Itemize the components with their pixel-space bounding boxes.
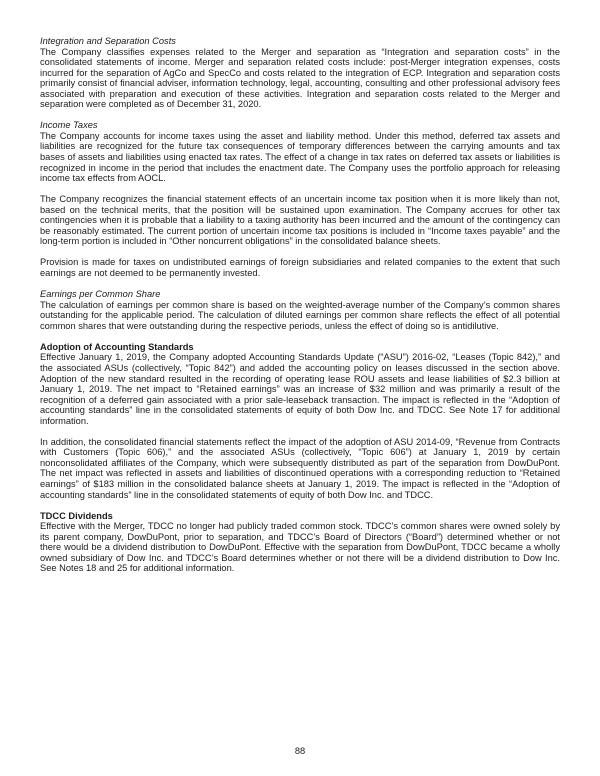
page-number: 88 — [294, 746, 306, 757]
section-heading-integration-and-separation-costs: Integration and Separation Costs — [40, 36, 176, 46]
section-heading-income-taxes: Income Taxes — [40, 120, 98, 131]
section-heading-earnings-per-common-share: Earnings per Common Share — [40, 289, 161, 300]
paragraph: Effective with the Merger, TDCC no longer had publicly traded common stock. TDCC’s common shares were owned solely by its parent company, DowDuPont, prior to separation, and TDCC’s Board of Directors (“Board”) determined whether or not there would be a dividend distribution to DowDuPont. Effective with the separation from DowDuPont, TDCC became a wholly owned subsidiary of Dow Inc. and TDCC’s Board determines whether or not there will be a dividend distribution to Dow Inc. See Notes 18 and 25 for additional information. — [40, 521, 560, 574]
paragraph: The calculation of earnings per common share is based on the weighted-average number of the Company’s common shares outstanding for the applicable period. The calculation of diluted earnings per common share reflects the effect of all potential common shares that were outstanding during the respective periods, unless the effect of doing so is antidilutive. — [40, 299, 560, 331]
section-integration-and-separation-costs — [40, 36, 560, 110]
section-tdcc-dividends — [40, 511, 560, 574]
paragraph: The Company accounts for income taxes using the asset and liability method. Under this method, deferred tax assets and liabilities are recognized for the future tax consequences of temporary differences between the carrying amounts and tax bases of assets and liabilities using enacted tax rates. The effect of a change in tax rates on deferred tax assets or liabilities is recognized in income in the period that includes the enactment date. The Company uses the portfolio approach for releasing income tax effects from AOCL. — [40, 130, 560, 184]
paragraph: The Company recognizes the financial statement effects of an uncertain income tax position when it is more likely than not, based on the technical merits, that the position will be sustained upon examination. The Company accrues for other tax contingencies when it is probable that a liability to a taxing authority has been incurred and the amount of the contingency can be reasonably estimated. The current portion of uncertain income tax positions is included in “Income taxes payable” and the long-term portion is included in “Other noncurrent obligations” in the consolidated balance sheets. — [40, 194, 560, 247]
section-heading-tdcc-dividends: TDCC Dividends — [40, 510, 113, 521]
section-adoption-of-accounting-standards — [40, 342, 560, 500]
paragraph: The Company classifies expenses related to the Merger and separation as “Integration and separation costs” in the consolidated statements of income. Merger and separation related costs include: post-Merger integration expenses, costs incurred for the separation of AgCo and SpecCo and costs related to the integration of ECP. Integration and separation costs primarily consist of financial adviser, information technology, legal, accounting, consulting and other professional advisory fees associated with preparation and execution of these activities. Integration and separation costs related to the Merger and separation were completed as of December 31, 2020. — [40, 46, 560, 110]
paragraph: Effective January 1, 2019, the Company adopted Accounting Standards Update (“ASU”) 2016-02, “Leases (Topic 842),” and the associated ASUs (collectively, “Topic 842”) and added the accounting policy on leases discussed in the section above. Adoption of the new standard resulted in the recording of operating lease ROU assets and lease liabilities of $2.3 billion at January 1, 2019. The net impact to “Retained earnings” was an increase of $32 million and was primarily a result of the recognition of a deferred gain associated with a prior sale-leaseback transaction. The impact is reflected in the “Adoption of accounting standards” line in the consolidated statements of equity of both Dow Inc. and TDCC. See Note 17 for additional information. — [40, 352, 560, 426]
paragraph: Provision is made for taxes on undistributed earnings of foreign subsidiaries and related companies to the extent that such earnings are not deemed to be permanently invested. — [40, 257, 560, 279]
section-income-taxes — [40, 120, 560, 278]
section-heading-adoption-of-accounting-standards: Adoption of Accounting Standards — [40, 341, 194, 352]
section-earnings-per-common-share — [40, 289, 560, 331]
paragraph: In addition, the consolidated financial statements reflect the impact of the adoption of ASU 2014-09, “Revenue from Contracts with Customers (Topic 606),” and the associated ASUs (collectively, “Topic 606”) at January 1, 2019 by certain nonconsolidated affiliates of the Company, which were subsequently distributed as part of the separation from DowDuPont. The net impact was reflected in assets and liabilities of discontinued operations with a corresponding reduction to “Retained earnings” of $183 million in the consolidated balance sheets at January 1, 2019. The impact is reflected in the “Adoption of accounting standards” line in the consolidated statements of equity of both Dow Inc. and TDCC. — [40, 436, 560, 500]
